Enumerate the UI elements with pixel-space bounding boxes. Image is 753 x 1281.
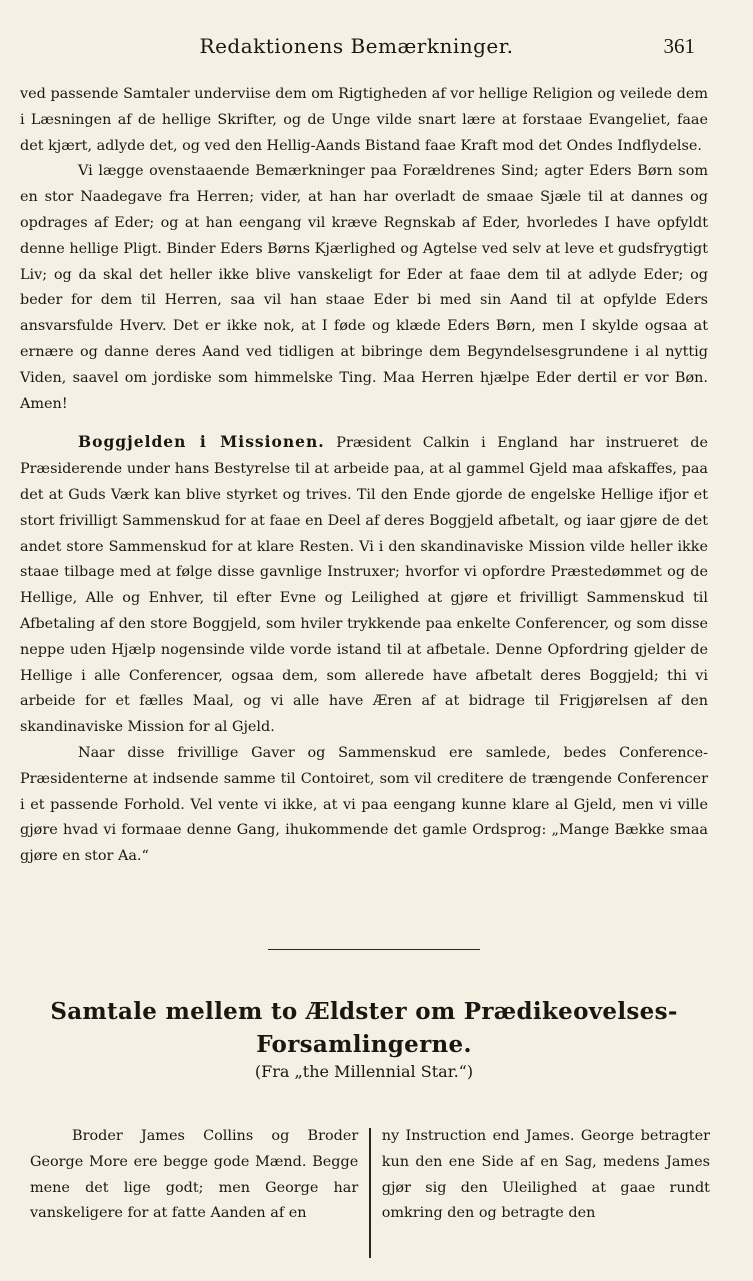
page-number: 361 [663, 34, 695, 58]
paragraph: ved passende Samtaler underviise dem om Rigtigheden af vor hellige Religion og veilede dem i Læsningen af de hellige Skrifter, og de Unge vilde snart lære at forstaae Evangeliet, faae det kjært, adlyde det, og ved den Hellig-Aands Bistand faae Kraft mod det Ondes Indflydelse. [20, 86, 708, 154]
left-column [30, 1124, 358, 1258]
article-source: (Fra „the Millennial Star.“) [254, 1062, 474, 1081]
right-column [382, 1124, 710, 1258]
page-header [18, 34, 695, 64]
column-paragraph: Broder James Collins og Broder George More ere begge gode Mænd. Begge mene det lige godt; men George har vanskeligere for at fatte Aanden af en [30, 1128, 359, 1222]
two-column-text [30, 1124, 710, 1258]
paragraph-boggjelden [20, 429, 708, 741]
paragraph: Vi lægge ovenstaaende Bemærkninger paa Forældrenes Sind; agter Eders Børn som en stor Naadegave fra Herren; vider, at han har overladt de smaae Sjæle til at dannes og opdrages af Eder; og at han eengang vil kræve Regnskab af Eder, hvorledes I have opfyldt denne hellige Pligt. Binder Eders Børns Kjærlighed og Agtelse ved selv at leve et gudsfrygtigt Liv; og da skal det heller ikke blive vanskeligt for Eder at faae dem til at adlyde Eder; og beder for dem til Herren, saa vil han staae Eder bi med sin Aand til at opfylde Eders ansvarsfulde Hverv. Det er ikke nok, at I føde og klæde Eders Børn, men I skylde ogsaa at ernære og danne deres Aand ved tidligen at bibringe dem Begyndelsesgrundene i al nyttig Viden, saavel om jordiske som himmelske Ting. Maa Herren hjælpe Eder dertil er vor Bøn. Amen! [20, 163, 708, 412]
running-title: Redaktionens Bemærkninger. [199, 34, 514, 58]
section-divider [268, 949, 480, 950]
column-paragraph: ny Instruction end James. George betragter kun den ene Side af en Sag, medens James gjør sig den Uleilighed at gaae rundt omkring den og betragte den [381, 1128, 710, 1222]
paragraph: Naar disse frivillige Gaver og Sammenskud ere samlede, bedes Conference-Præsidenterne at indsende samme til Contoiret, som vil creditere de trængende Conferencer i et passende Forhold. Vel vente vi ikke, at vi paa eengang kunne klare al Gjeld, men vi ville gjøre hvad vi formaae denne Gang, ihukommende det gamle Ordsprog: „Mange Bække smaa gjøre en stor Aa.“ [20, 744, 708, 865]
paragraph-text: Præsident Calkin i England har instrueret de Præsiderende under hans Bestyrelse til at arbeide paa, at al gammel Gjeld maa afskaffes, paa det at Guds Værk kan blive styrket og trives. Til den Ende gjorde de engelske Hellige ifjor et stort frivilligt Sammenskud for at faae en Deel af deres Boggjeld afbetalt, og iaar gjøre de det andet store Sammenskud for at klare Resten. Vi i den skandinaviske Mission vilde heller ikke staae tilbage med at følge disse gavnlige Instruxer; hvorfor vi opfordre Præstedømmet og de Hellige, Alle og Enhver, til efter Evne og Leilighed at gjøre et frivilligt Sammenskud til Afbetaling af den store Boggjeld, som hviler trykkende paa enkelte Conferencer, og som disse neppe uden Hjælp nogensinde vilde vorde istand til at afbetale. Denne Opfordring gjelder de Hellige i alle Conferencer, ogsaa dem, som allerede have afbetalt deres Boggjeld; thi vi arbeide for et fælles Maal, og vi alle have Æren af at bidrage til Frigjørelsen af den skandinaviske Mission for al Gjeld. [20, 435, 708, 736]
paragraph-gap [20, 417, 708, 429]
editorial-body [20, 82, 708, 870]
column-divider [369, 1128, 370, 1258]
article-title: Samtale mellem to Ældster om Prædikeovelses-Forsamlingerne. [50, 998, 678, 1058]
section-heading: Boggjelden i Missionen. [78, 432, 325, 452]
